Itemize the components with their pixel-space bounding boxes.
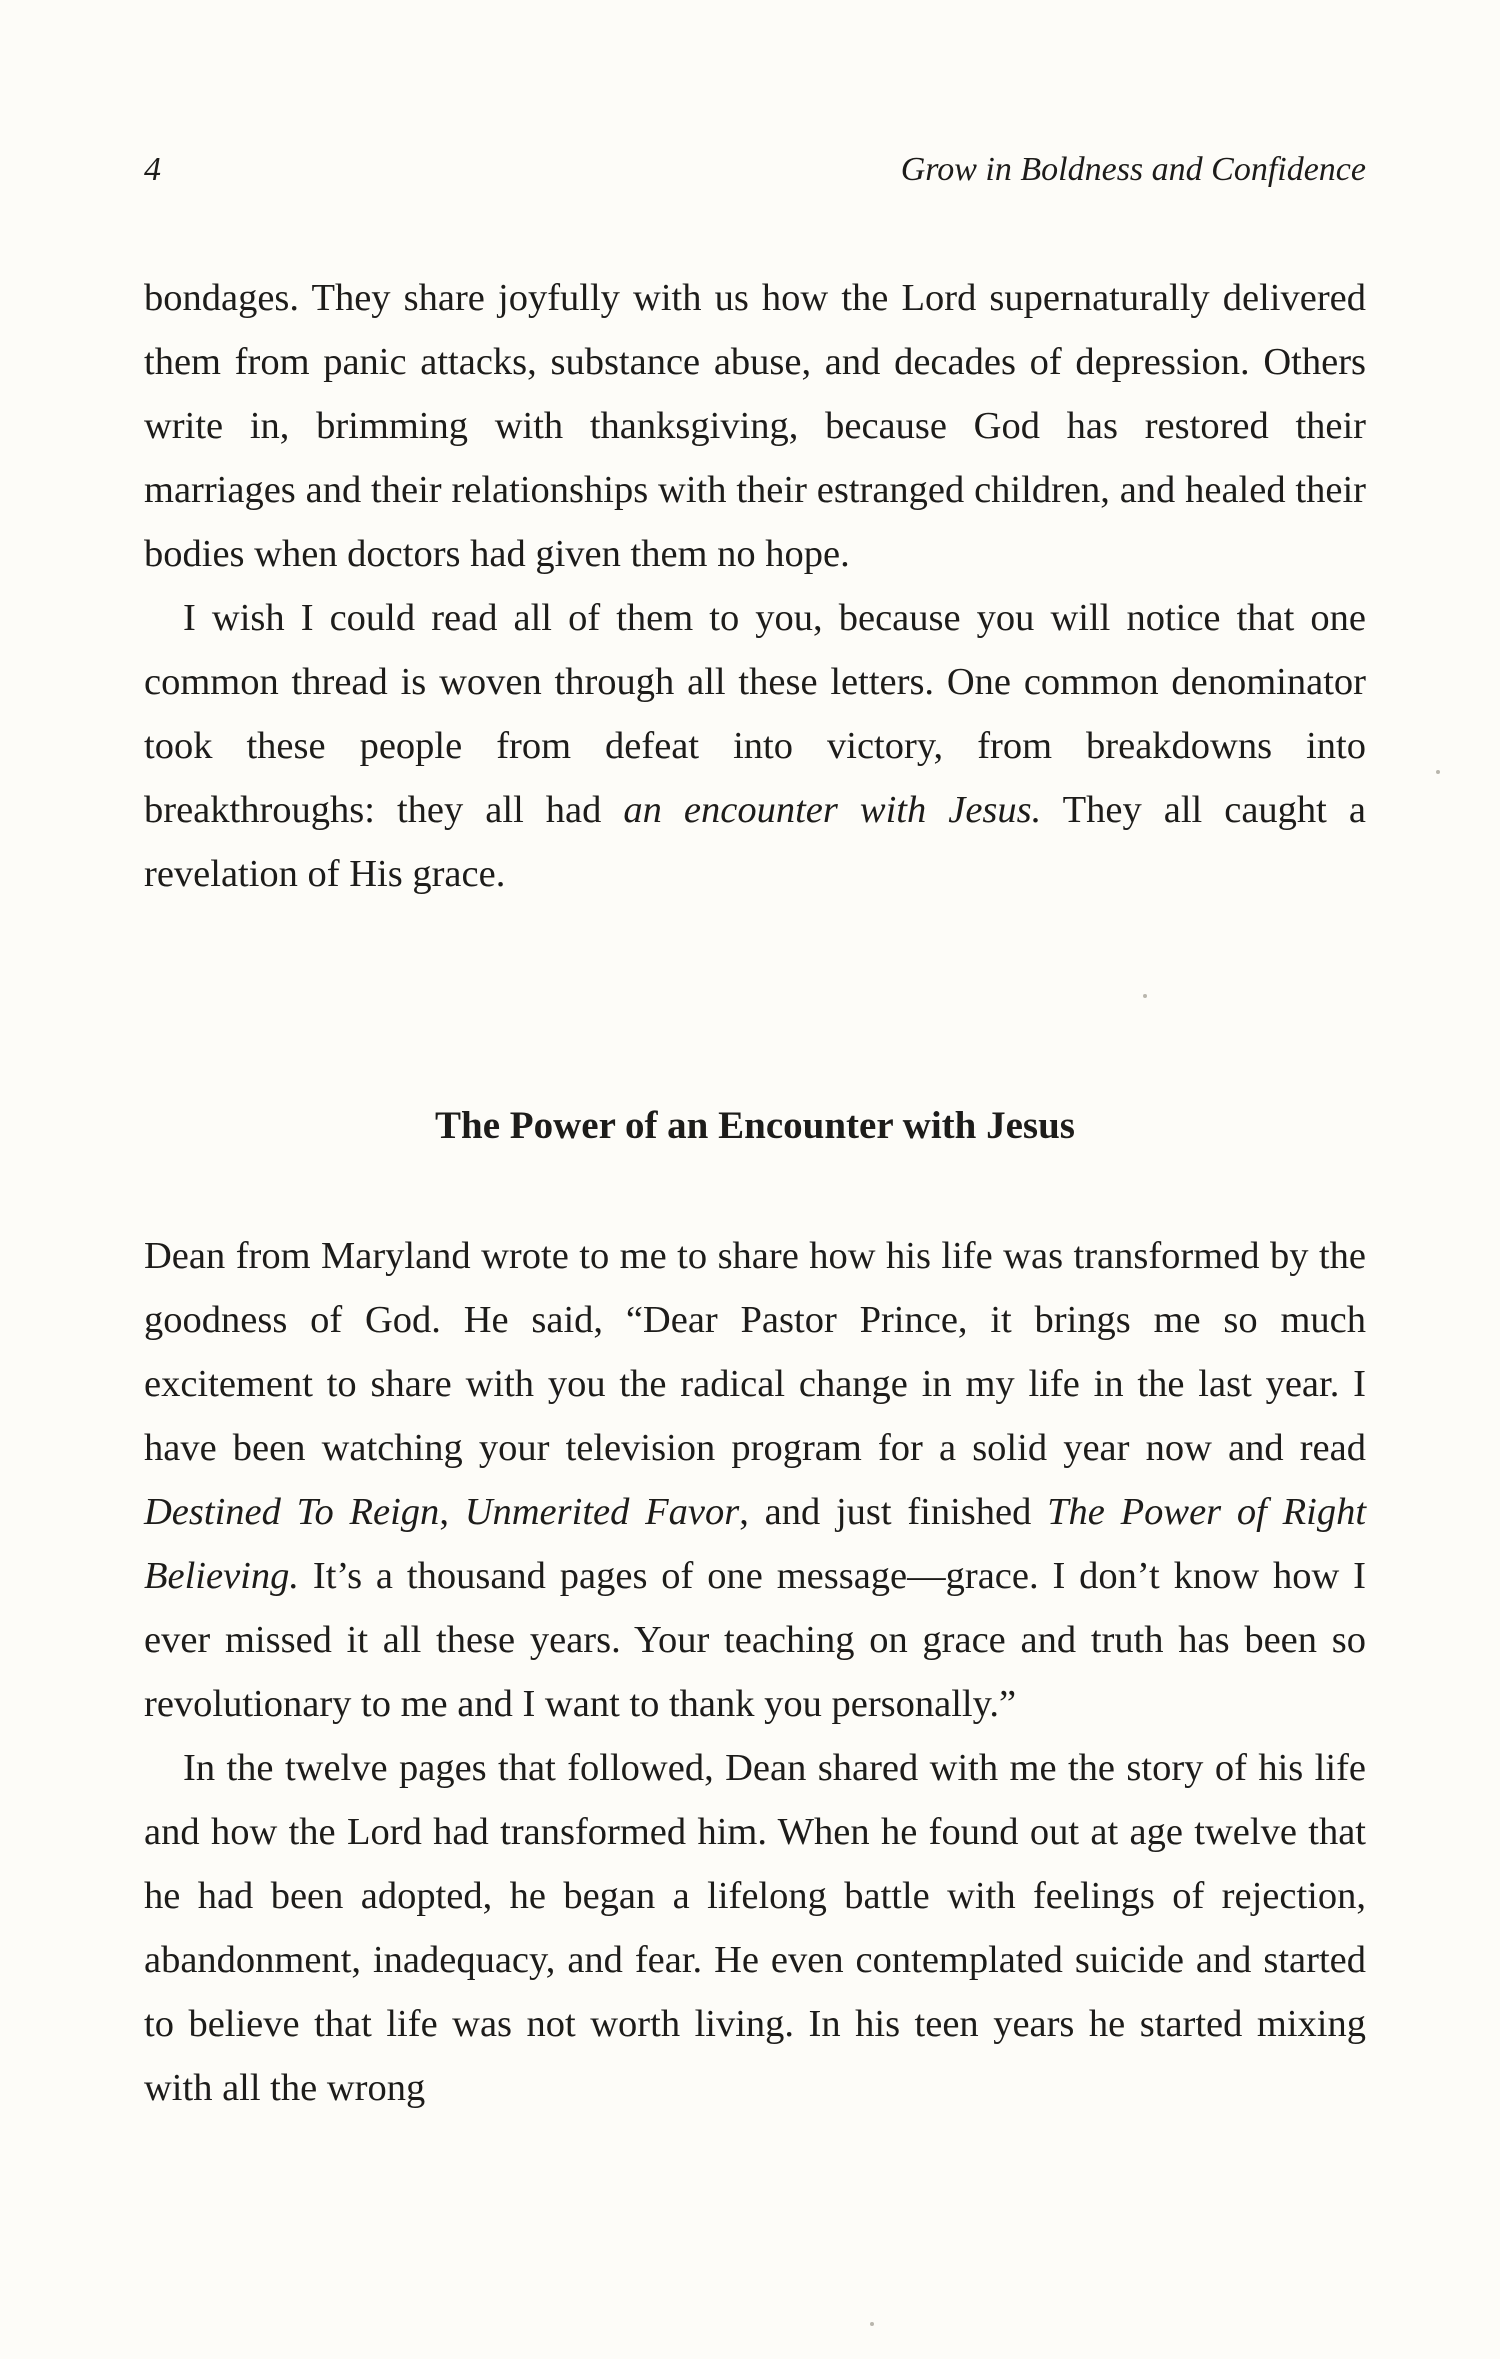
- paper-speck: [1436, 770, 1440, 774]
- paragraph-text: In the twelve pages that followed, Dean shared with me the story of his life and how the Lord had transformed him. When he found out at age twelve that he had been adopted, he began a lifelong battle with feelings of rejection, abandonment, inadequacy, and fear. He even contemplated suicide and started to believe that life was not worth living. In his teen years he started mixing with all the wrong: [144, 1747, 1366, 2109]
- paragraph-text: They all caught a revelation of His grace.: [144, 789, 1366, 895]
- paragraph-text: bondages. They share joyfully with us how the Lord supernaturally delivered them from panic attacks, substance abuse, and decades of depression. Others write in, brimming with thanksgiving, because God has restored their marriages and their relationships with their estranged children, and healed their bodies when doctors had given them no hope.: [144, 277, 1366, 575]
- section-heading: The Power of an Encounter with Jesus: [435, 1104, 1075, 1147]
- paragraph-dean-story: [144, 1736, 1366, 2120]
- paragraph-text: Dean from Maryland wrote to me to share how his life was transformed by the goodness of God. He said, “Dear Pastor Prince, it brings me so much excitement to share with you the radical change in my life in the last year. I have been watching your television program for a solid year now and read: [144, 1235, 1366, 1469]
- paragraph-text: I wish I could read all of them to you, because you will notice that one common thread is woven through all these letters. One common denominator took these people from defeat into victory, from breakdowns into breakthroughs: they all had: [144, 597, 1366, 831]
- paragraph-bondages: [144, 266, 1366, 586]
- paper-speck: [1143, 994, 1147, 998]
- paragraph-text: , and just finished: [739, 1491, 1048, 1533]
- intro-text: [144, 266, 1366, 906]
- paragraph-dean-letter: [144, 1224, 1366, 1736]
- running-head: [144, 148, 1366, 192]
- book-title-right-believing: The Power of Right Believing.: [144, 1491, 1367, 1597]
- book-title-destined: Destined To Reign: [144, 1491, 440, 1533]
- paragraph-common-thread: [144, 586, 1366, 906]
- running-title: Grow in Boldness and Confidence: [900, 151, 1366, 188]
- book-title-unmerited: Unmerited Favor: [464, 1491, 740, 1533]
- paper-speck: [870, 2322, 874, 2326]
- emphasis-encounter: an encounter with Jesus.: [623, 789, 1042, 831]
- page-number: 4: [144, 151, 161, 188]
- paragraph-text: ,: [439, 1491, 465, 1533]
- section-text: [144, 1224, 1366, 2120]
- paragraph-text: It’s a thousand pages of one message—grace. I don’t know how I ever missed it all these years. Your teaching on grace and truth has been so revolutionary to me and I want to thank you personally.”: [144, 1555, 1366, 1725]
